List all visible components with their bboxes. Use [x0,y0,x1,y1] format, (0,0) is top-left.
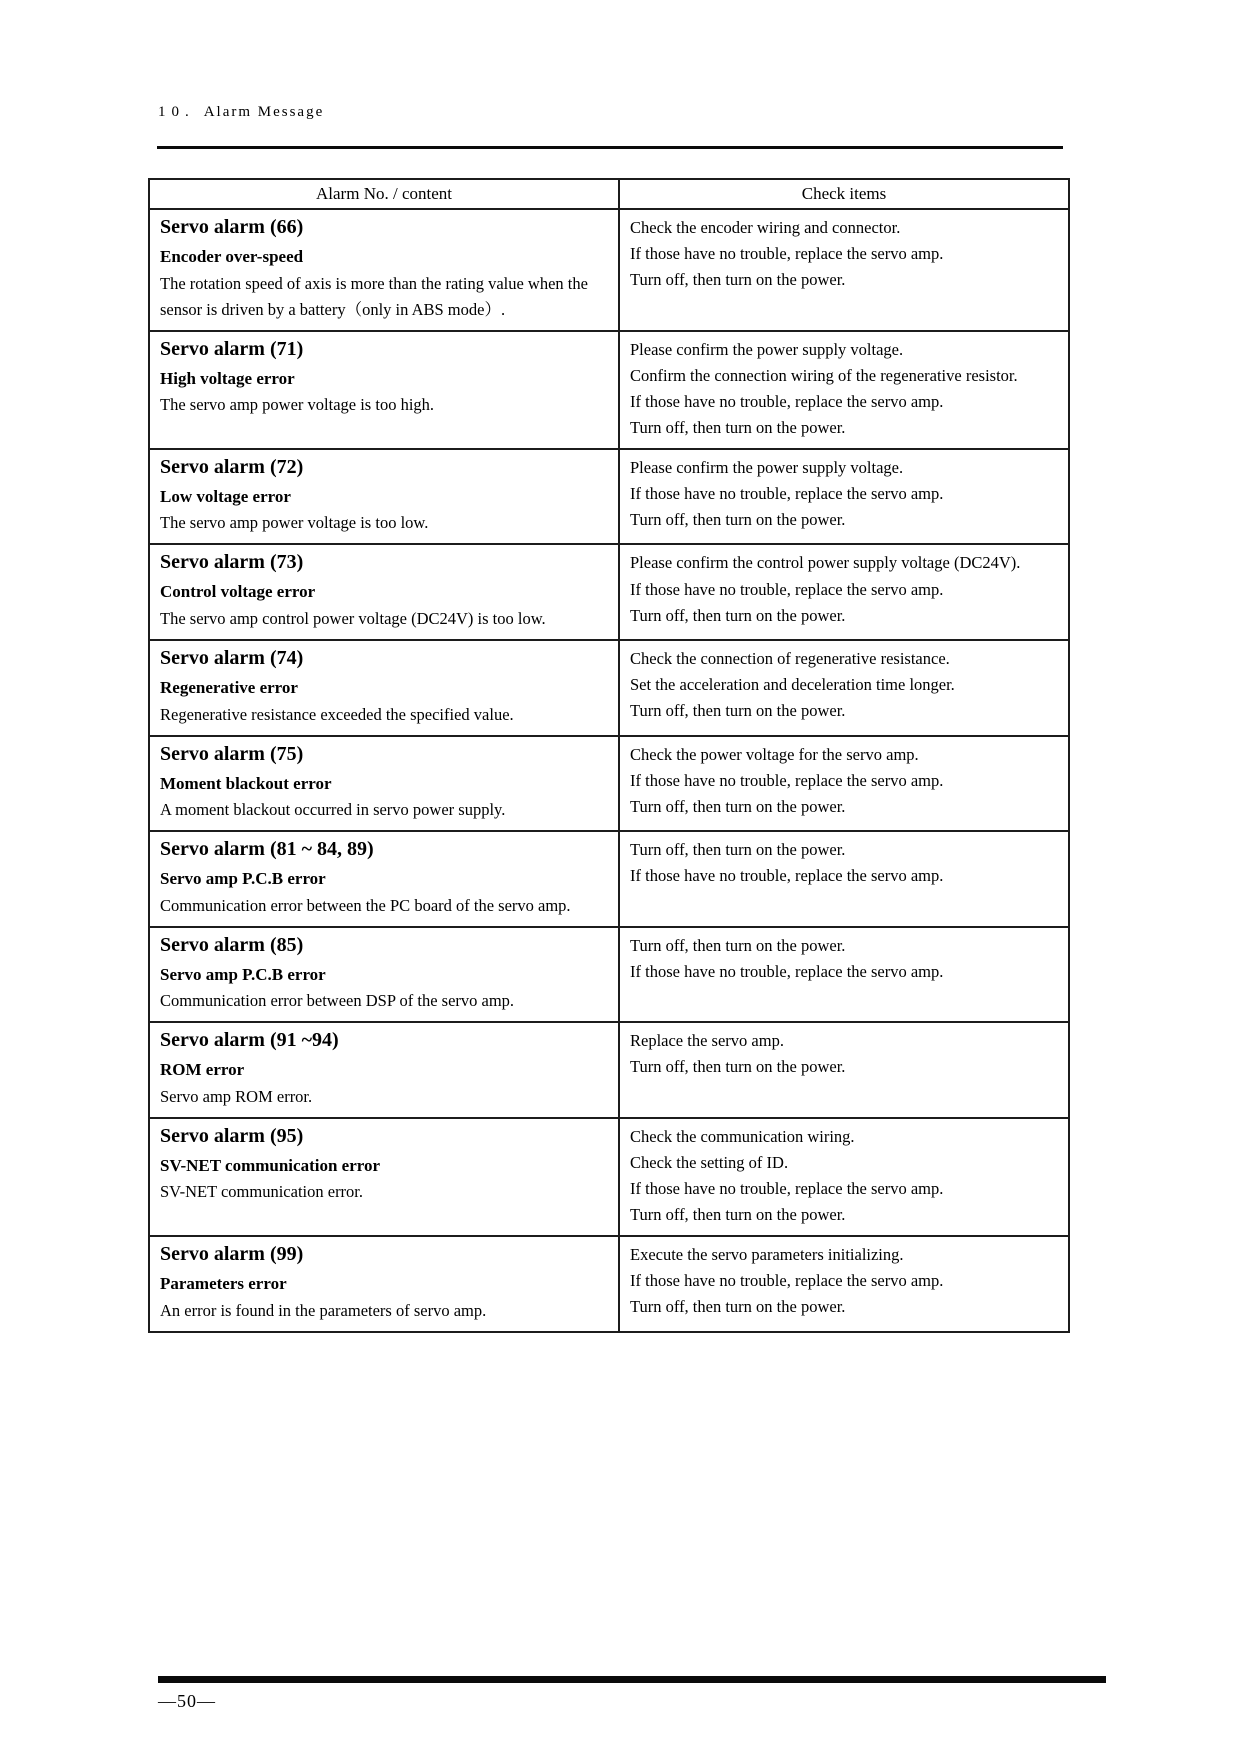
check-item: If those have no trouble, replace the servo amp. [630,244,944,264]
check-item: If those have no trouble, replace the servo amp. [630,866,944,886]
alarm-title: Servo alarm (74) [160,647,304,669]
table-row [149,209,1069,331]
header-row [149,179,1069,209]
table-row [149,927,1069,1023]
alarm-title: Servo alarm (72) [160,455,304,478]
table-row [149,1022,1069,1118]
alarm-subtitle: Encoder over-speed [160,247,304,266]
check-item: Turn off, then turn on the power. [630,270,846,290]
check-item: Turn off, then turn on the power. [630,701,846,721]
check-item: Check the communication wiring. [630,1126,855,1146]
table-row [149,1118,1069,1236]
alarm-cell [149,1118,619,1236]
alarm-description: The rotation speed of axis is more than the rating value when the sensor is driven by a battery（only in ABS mode）. [160,273,588,319]
alarm-description: SV-NET communication error. [160,1182,364,1202]
alarm-cell [149,1236,619,1332]
check-item: If those have no trouble, replace the servo amp. [630,391,944,411]
check-item: Check the encoder wiring and connector. [630,218,901,237]
alarm-title: Servo alarm (66) [160,216,304,238]
column-header-alarm-content: Alarm No. / content [149,179,619,209]
check-cell [619,544,1069,640]
alarm-subtitle: SV-NET communication error [160,1155,381,1175]
check-item: Turn off, then turn on the power. [630,796,846,816]
alarm-description: Regenerative resistance exceeded the specified value. [160,704,514,724]
check-item: Turn off, then turn on the power. [630,935,846,955]
check-item: Check the connection of regenerative resistance. [630,649,950,668]
check-item: If those have no trouble, replace the servo amp. [630,579,944,599]
alarm-subtitle: Low voltage error [160,486,291,506]
alarm-subtitle: ROM error [160,1060,245,1080]
alarm-cell [149,927,619,1023]
check-item: Turn off, then turn on the power. [630,1205,846,1224]
check-item: Please confirm the power supply voltage. [630,457,904,477]
alarm-cell [149,544,619,640]
alarm-table-body [149,209,1069,1332]
table-row [149,544,1069,640]
alarm-subtitle: Control voltage error [160,582,316,602]
check-item: Confirm the connection wiring of the regenerative resistor. [630,365,1018,385]
section-title: Alarm Message [203,104,325,120]
alarm-cell [149,831,619,927]
column-header-check-items: Check items [619,179,1069,209]
alarm-description: An error is found in the parameters of servo amp. [160,1300,487,1320]
alarm-subtitle: Moment blackout error [160,773,332,793]
check-item: Turn off, then turn on the power. [630,510,846,529]
table-row [149,831,1069,927]
alarm-description: The servo amp power voltage is too low. [160,513,429,533]
alarm-subtitle: Regenerative error [160,678,298,697]
page-number: —50— [158,1691,216,1711]
check-item: If those have no trouble, replace the servo amp. [630,961,944,981]
check-item: Please confirm the control power supply voltage (DC24V). [630,553,1021,573]
alarm-description: Servo amp ROM error. [160,1086,313,1106]
check-item: If those have no trouble, replace the servo amp. [630,1271,944,1291]
footer-bar [158,1676,1106,1683]
alarm-title: Servo alarm (85) [160,933,304,956]
alarm-table [148,178,1070,1333]
check-item: Turn off, then turn on the power. [630,417,846,437]
check-item: Please confirm the power supply voltage. [630,339,904,359]
table-row [149,449,1069,545]
check-cell [619,331,1069,449]
alarm-cell [149,736,619,832]
check-cell [619,449,1069,545]
section-number: 10. [158,104,195,120]
check-cell [619,831,1069,927]
check-item: Turn off, then turn on the power. [630,840,846,860]
check-item: Check the power voltage for the servo amp. [630,744,919,764]
alarm-cell [149,331,619,449]
page-header [158,104,324,121]
alarm-table-head [149,179,1069,209]
table-row [149,640,1069,736]
alarm-description: The servo amp power voltage is too high. [160,395,435,415]
check-item: If those have no trouble, replace the servo amp. [630,1178,944,1198]
check-cell [619,1022,1069,1118]
alarm-subtitle: Servo amp P.C.B error [160,964,326,984]
alarm-title: Servo alarm (71) [160,337,304,360]
alarm-title: Servo alarm (81 ~ 84, 89) [160,838,374,861]
alarm-description: A moment blackout occurred in servo power supply. [160,800,506,820]
check-item: Turn off, then turn on the power. [630,605,846,625]
check-item: Turn off, then turn on the power. [630,1297,846,1317]
alarm-cell [149,209,619,331]
alarm-cell [149,449,619,545]
alarm-title: Servo alarm (95) [160,1124,304,1147]
check-cell [619,640,1069,736]
alarm-title: Servo alarm (75) [160,742,304,765]
check-cell [619,736,1069,832]
alarm-description: The servo amp control power voltage (DC24V) is too low. [160,608,546,628]
alarm-subtitle: Servo amp P.C.B error [160,869,326,889]
check-item: Execute the servo parameters initializing. [630,1245,904,1265]
table-row [149,736,1069,832]
check-item: Replace the servo amp. [630,1031,784,1051]
check-item: Set the acceleration and deceleration time longer. [630,675,955,695]
alarm-subtitle: Parameters error [160,1274,287,1294]
alarm-cell [149,1022,619,1118]
check-cell [619,1118,1069,1236]
table-row [149,1236,1069,1332]
header-rule [157,146,1063,149]
check-cell [619,1236,1069,1332]
alarm-title: Servo alarm (73) [160,551,304,574]
check-item: Turn off, then turn on the power. [630,1057,846,1077]
alarm-subtitle: High voltage error [160,368,295,388]
alarm-description: Communication error between the PC board of the servo amp. [160,895,571,915]
check-item: If those have no trouble, replace the servo amp. [630,483,944,503]
check-item: Check the setting of ID. [630,1152,789,1172]
alarm-title: Servo alarm (99) [160,1243,304,1266]
check-cell [619,209,1069,331]
alarm-title: Servo alarm (91 ~94) [160,1029,339,1052]
check-item: If those have no trouble, replace the servo amp. [630,770,944,790]
alarm-description: Communication error between DSP of the servo amp. [160,991,515,1011]
table-row [149,331,1069,449]
alarm-cell [149,640,619,736]
check-cell [619,927,1069,1023]
